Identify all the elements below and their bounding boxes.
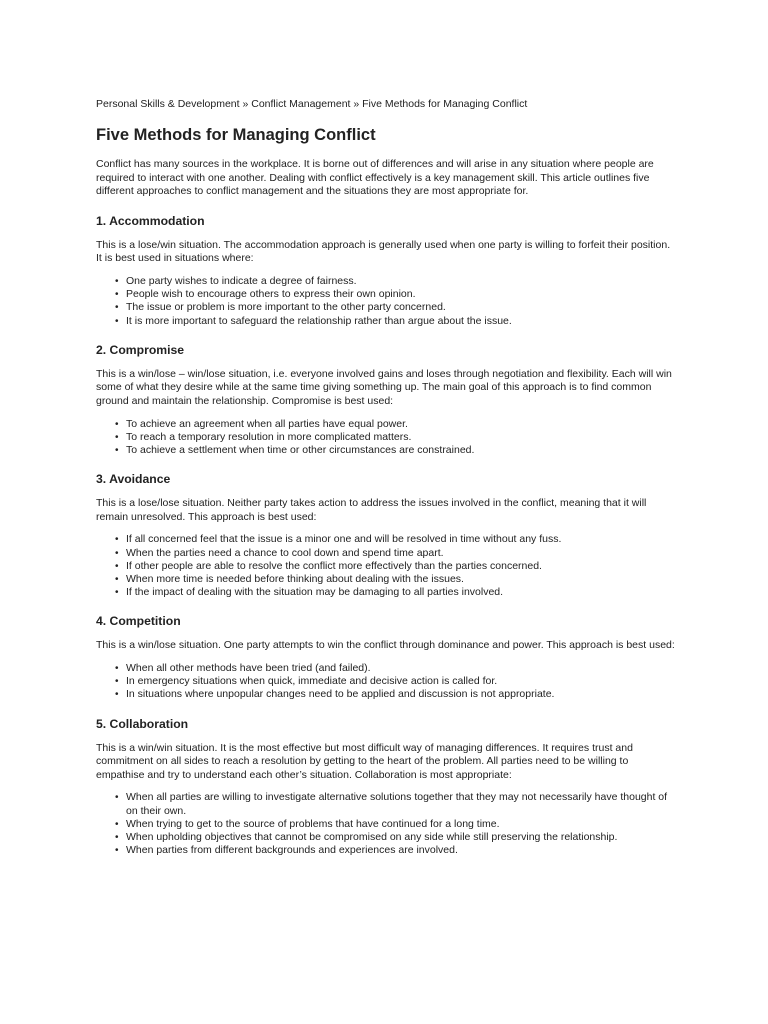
bullet-list — [96, 662, 676, 702]
intro-paragraph: Conflict has many sources in the workplace. It is borne out of differences and will arise in any situation where people are required to interact with one another. Dealing with conflict effectively is a key management skill. This article outlines five different approaches to conflict management and the situations they are most appropriate for. — [96, 158, 654, 198]
list-item: • It is more important to safeguard the relationship rather than argue about the issue. — [126, 315, 676, 328]
section-paragraph: This is a win/win situation. It is the most effective but most difficult way of managing differences. It requires trust and commitment on all sides to reach a resolution by getting to the heart of the problem. All parties need to be willing to empathise and try to understand each other’s situation. Collaboration is most appropriate: — [96, 741, 633, 781]
list-item: • When parties from different backgrounds and experiences are involved. — [126, 844, 676, 857]
list-item: • When trying to get to the source of problems that have continued for a long time. — [126, 818, 676, 831]
section-paragraph: This is a lose/lose situation. Neither party takes action to address the issues involved in the conflict, meaning that it will remain unresolved. This approach is best used: — [96, 497, 647, 523]
list-item: • The issue or problem is more important to the other party concerned. — [126, 301, 676, 314]
bullet-list — [96, 533, 676, 599]
section-paragraph: This is a lose/win situation. The accommodation approach is generally used when one party is willing to forfeit their position. It is best used in situations where: — [96, 238, 671, 265]
list-item: • To achieve an agreement when all parties have equal power. — [126, 418, 676, 431]
bullet-list — [96, 791, 676, 857]
list-item: • When all other methods have been tried (and failed). — [126, 662, 676, 675]
section-heading-avoidance: 3. Avoidance — [96, 472, 171, 487]
section-heading-collaboration: 5. Collaboration — [96, 716, 189, 731]
list-item: • When more time is needed before thinking about dealing with the issues. — [126, 573, 676, 586]
list-item: • People wish to encourage others to express their own opinion. — [126, 288, 676, 301]
list-item: • In situations where unpopular changes need to be applied and discussion is not appropriate. — [126, 688, 676, 701]
page-title: Five Methods for Managing Conflict — [96, 126, 376, 144]
list-item: • To achieve a settlement when time or other circumstances are constrained. — [126, 444, 676, 457]
section-heading-compromise: 2. Compromise — [96, 342, 185, 357]
list-item: • If the impact of dealing with the situation may be damaging to all parties involved. — [126, 586, 676, 599]
list-item: • When the parties need a chance to cool down and spend time apart. — [126, 547, 676, 560]
article — [96, 97, 676, 857]
section-heading-accommodation: 1. Accommodation — [96, 213, 205, 228]
section-paragraph: This is a win/lose – win/lose situation, i.e. everyone involved gains and loses through negotiation and flexibility. Each will win some of what they desire while at the same time giving something up. The main goal of this approach is to find common ground and maintain the relationship. Compromise is best used: — [96, 367, 672, 407]
section-heading-competition: 4. Competition — [96, 614, 181, 629]
list-item: • If all concerned feel that the issue is a minor one and will be resolved in time without any fuss. — [126, 533, 676, 546]
list-item: • If other people are able to resolve the conflict more effectively than the parties concerned. — [126, 560, 676, 573]
breadcrumb: Personal Skills & Development » Conflict Management » Five Methods for Managing Conflict — [96, 98, 528, 110]
bullet-list — [96, 275, 676, 328]
list-item: • To reach a temporary resolution in more complicated matters. — [126, 431, 676, 444]
list-item: • When all parties are willing to investigate alternative solutions together that they may not necessarily have thought of on their own. — [126, 791, 676, 817]
bullet-list — [96, 418, 676, 458]
section-paragraph: This is a win/lose situation. One party attempts to win the conflict through dominance and power. This approach is best used: — [96, 639, 675, 652]
list-item: • When upholding objectives that cannot be compromised on any side while still preserving the relationship. — [126, 831, 676, 844]
list-item: • One party wishes to indicate a degree of fairness. — [126, 275, 676, 288]
list-item: • In emergency situations when quick, immediate and decisive action is called for. — [126, 675, 676, 688]
